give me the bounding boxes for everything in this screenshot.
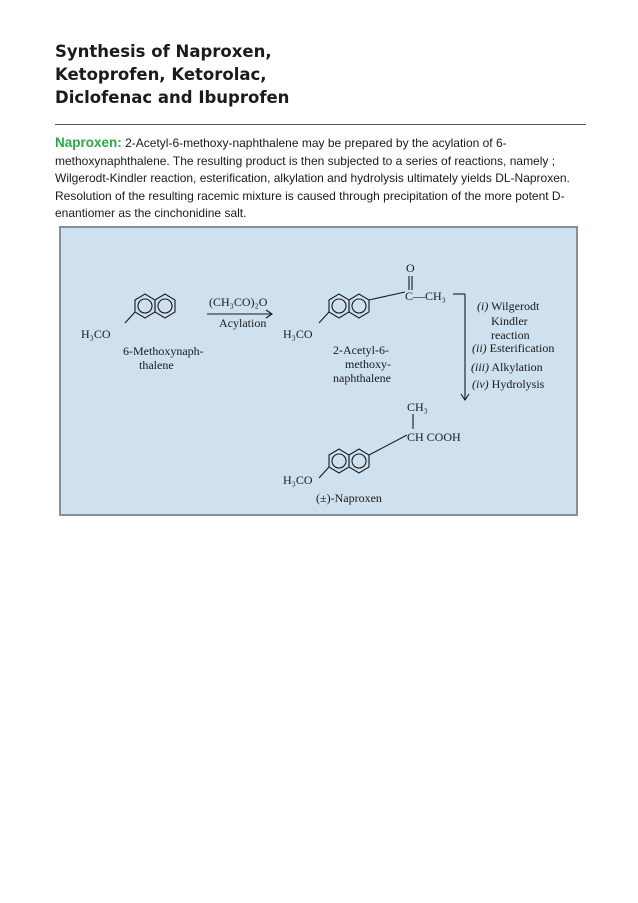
mid-naphthalene-rings (319, 276, 412, 323)
product-name: (±)-Naproxen (316, 491, 382, 505)
mid-name-2: methoxy- (345, 357, 391, 371)
product-substituent: H₃CO (283, 473, 313, 487)
reaction-scheme-figure (59, 226, 578, 516)
intro-paragraph (55, 134, 591, 223)
page-title (55, 40, 289, 109)
carbonyl-oxygen: O (406, 261, 415, 275)
step-1: (i) Wilgerodt (477, 299, 540, 313)
start-naphthalene-rings (125, 294, 175, 323)
title-line-2: Ketoprofen, Ketorolac, (55, 65, 267, 84)
start-name-1: 6-Methoxynaph- (123, 344, 204, 358)
step-3: (iii) Alkylation (471, 360, 543, 374)
mid-substituent: H₃CO (283, 327, 313, 341)
step-2: (ii) Esterification (472, 341, 555, 355)
mid-name-3: naphthalene (333, 371, 391, 385)
title-divider (55, 124, 586, 125)
carbonyl-group: C—CH₃ (405, 289, 446, 303)
title-line-1: Synthesis of Naproxen, (55, 42, 272, 61)
multistep-arrow (453, 294, 469, 400)
product-methyl: CH₃ (407, 400, 428, 414)
acylation-label: Acylation (219, 316, 267, 330)
start-substituent: H₃CO (81, 327, 111, 341)
intro-lead: Naproxen: (55, 135, 122, 150)
step-4: (iv) Hydrolysis (472, 377, 545, 391)
product-acid-group: CH COOH (407, 430, 461, 444)
reagent-label: (CH₃CO)₂O (209, 295, 268, 309)
reaction-scheme-svg (61, 228, 576, 514)
title-line-3: Diclofenac and Ibuprofen (55, 88, 290, 107)
step-1-cont-a: Kindler (491, 314, 528, 328)
start-name-2: thalene (139, 358, 174, 372)
intro-body: 2-Acetyl-6-methoxy-naphthalene may be prepared by the acylation of 6-methoxynaphthalene. The resulting product is then subjected to a series of reactions, namely ; Wilgerodt-Kindler reaction, esterification, alkylation and hydrolysis ultimately yields DL-Naproxen. Resolution of the resulting racemic mixture is caused through precipitation of the more potent D-enantiomer as the cinchonidine salt. (55, 136, 570, 220)
step-1-cont-b: reaction (491, 328, 530, 342)
product-naphthalene-rings (319, 414, 413, 478)
mid-name-1: 2-Acetyl-6- (333, 343, 389, 357)
